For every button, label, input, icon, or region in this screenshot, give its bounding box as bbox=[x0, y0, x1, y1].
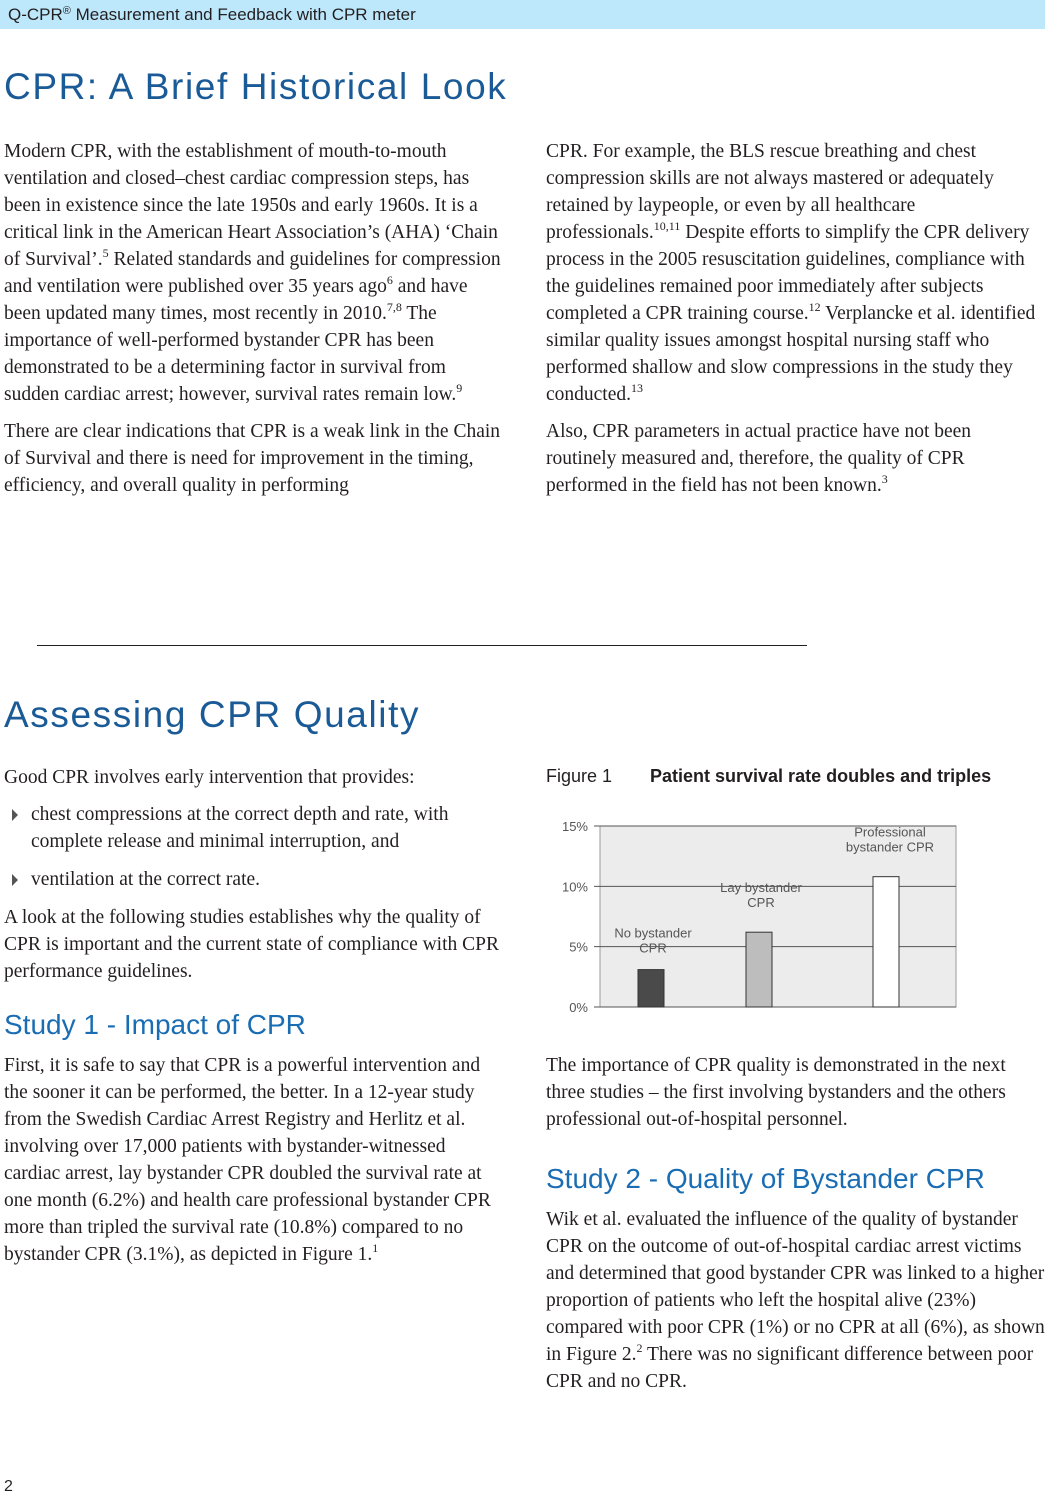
running-header-title: Q-CPR® Measurement and Feedback with CPR meter bbox=[8, 5, 416, 24]
section-title-history: CPR: A Brief Historical Look bbox=[4, 66, 508, 107]
bar-2 bbox=[746, 932, 772, 1007]
history-paragraph-4: Also, CPR parameters in actual practice have not been routinely measured and, therefore, the quality of CPR performed in the field has not been known.$^3$ bbox=[546, 421, 972, 496]
bullet-arrow-icon bbox=[12, 874, 18, 886]
y-tick-label: 15% bbox=[561, 819, 588, 834]
assessing-bullet-list bbox=[4, 801, 504, 893]
bar-label: Lay bystander bbox=[720, 880, 802, 896]
survival-rate-chart bbox=[546, 810, 976, 1020]
assessing-right-column bbox=[546, 1052, 1045, 1405]
bar-1 bbox=[638, 970, 664, 1007]
list-item: ventilation at the correct rate. bbox=[4, 866, 504, 893]
bar-label: bystander CPR bbox=[845, 839, 935, 855]
history-paragraph-1: Modern CPR, with the establishment of mouth-to-mouth ventilation and closed–chest cardiac compression steps, has been in existence since the late 1950s and early 1960s. It is a critical link in the American Heart Association’s (AHA) ‘Chain of Survival’.$^5$ Related standards and guidelines for compression and ventilation were published over 35 years ago$^6$ and have been updated many times, most recently in 2010.$^{7,8}$ The importance of well-performed bystander CPR has been demonstrated to be a determining factor in survival from sudden cardiac arrest; however, survival rates remain low.$^9$ bbox=[4, 141, 501, 405]
assessing-left-column bbox=[4, 764, 504, 1278]
history-right-column bbox=[546, 138, 1045, 509]
section-divider bbox=[37, 645, 807, 646]
history-left-column bbox=[4, 138, 504, 509]
bullet-arrow-icon bbox=[12, 809, 18, 821]
figure-number: Figure 1 bbox=[546, 766, 613, 786]
study2-paragraph: Wik et al. evaluated the influence of the quality of bystander CPR on the outcome of out-of-hospital cardiac arrest victims and determined that good bystander CPR was linked to a higher proportion of patients who left the hospital alive (23%) compared with poor CPR (1%) or no CPR at all (6%), as shown in Figure 2.$^2$ There was no significant difference between poor CPR and no CPR. bbox=[546, 1209, 1045, 1392]
bar-label: CPR bbox=[639, 940, 667, 956]
bar-label: CPR bbox=[747, 895, 775, 911]
history-paragraph-3: CPR. For example, the BLS rescue breathing and chest compression skills are not always mastered or adequately retained by laypeople, or even by all healthcare professionals.$^{10,11}$ Despite efforts to simplify the CPR delivery process in the 2005 resuscitation guidelines, compliance with the guidelines remained poor immediately after subjects completed a CPR training course.$^{12}$ Verplancke et al. identified similar quality issues amongst hospital nursing staff who performed shallow and slow compressions in the study they conducted.$^{13}$ bbox=[546, 141, 1036, 405]
study1-heading: Study 1 - Impact of CPR bbox=[4, 1009, 306, 1040]
figure-title: Patient survival rate doubles and triples bbox=[650, 766, 992, 786]
running-header bbox=[0, 0, 1045, 29]
bar-label: No bystander bbox=[614, 925, 692, 941]
bar-label: Professional bbox=[854, 824, 926, 840]
page-number: 2 bbox=[4, 1478, 13, 1495]
figure-caption bbox=[546, 766, 991, 787]
section-title-assessing: Assessing CPR Quality bbox=[4, 694, 421, 735]
study2-heading: Study 2 - Quality of Bystander CPR bbox=[546, 1163, 985, 1194]
history-paragraph-2: There are clear indications that CPR is a weak link in the Chain of Survival and there is need for improvement in the timing, efficiency, and overall quality in performing bbox=[4, 421, 501, 496]
right-paragraph: The importance of CPR quality is demonstrated in the next three studies – the first involving bystanders and the others professional out-of-hospital personnel. bbox=[546, 1055, 1006, 1130]
bar-3 bbox=[873, 877, 899, 1007]
study1-paragraph: First, it is safe to say that CPR is a powerful intervention and the sooner it can be performed, the better. In a 12-year study from the Swedish Cardiac Arrest Registry and Herlitz et al. involving over 17,000 patients with bystander-witnessed cardiac arrest, lay bystander CPR doubled the survival rate at one month (6.2%) and health care professional bystander CPR more than tripled the survival rate (10.8%) compared to no bystander CPR (3.1%), as depicted in Figure 1.$^1$ bbox=[4, 1055, 491, 1265]
assessing-paragraph: A look at the following studies establishes why the quality of CPR is important and the current state of compliance with CPR performance guidelines. bbox=[4, 907, 500, 982]
y-tick-label: 0% bbox=[569, 1000, 588, 1015]
assessing-intro: Good CPR involves early intervention that provides: bbox=[4, 767, 415, 788]
y-tick-label: 10% bbox=[561, 879, 588, 895]
list-item: chest compressions at the correct depth and rate, with complete release and minimal interruption, and bbox=[4, 801, 504, 855]
y-tick-label: 5% bbox=[569, 939, 588, 955]
